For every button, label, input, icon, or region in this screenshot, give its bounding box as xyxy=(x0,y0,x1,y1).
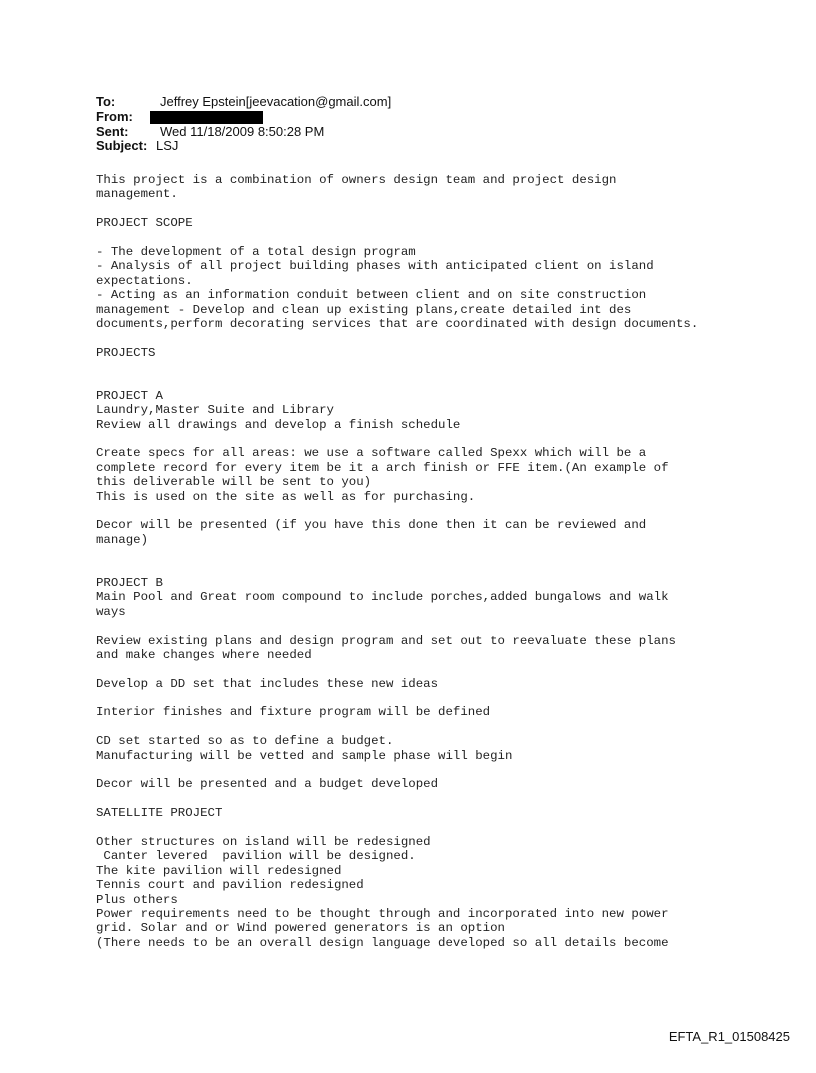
body-line: Power requirements need to be thought through and incorporated into new power xyxy=(96,906,669,921)
body-line: PROJECT SCOPE xyxy=(96,216,193,231)
body-line: The kite pavilion will redesigned xyxy=(96,863,342,878)
body-line xyxy=(96,374,698,388)
subject-label: Subject: xyxy=(96,138,148,154)
subject-value: LSJ xyxy=(156,138,179,154)
body-line: PROJECT A xyxy=(96,388,163,403)
body-line: Plus others xyxy=(96,892,178,907)
body-line: This project is a combination of owners design team and project design xyxy=(96,173,617,187)
body-line: Develop a DD set that includes these new ideas xyxy=(96,676,439,691)
body-line xyxy=(96,432,698,446)
body-line: This is used on the site as well as for purchasing. xyxy=(96,489,476,504)
body-line: this deliverable will be sent to you) xyxy=(96,475,372,490)
body-line: PROJECTS xyxy=(96,345,156,360)
body-line: ways xyxy=(96,604,126,619)
body-line xyxy=(96,619,698,633)
body-line: CD set started so as to define a budget. xyxy=(96,734,394,749)
body-line: - Acting as an information conduit between client and on site construction xyxy=(96,288,647,303)
sent-row xyxy=(96,125,391,140)
body-line: management - Develop and clean up existing plans,create detailed int des xyxy=(96,302,632,317)
document-id: EFTA_R1_01508425 xyxy=(668,1029,790,1044)
body-line: - Analysis of all project building phases with anticipated client on island xyxy=(96,259,654,274)
redaction-box xyxy=(150,111,263,124)
body-line xyxy=(96,202,698,216)
body-line: Other structures on island will be redesigned xyxy=(96,834,431,849)
from-label: From: xyxy=(96,108,133,124)
body-line: Review existing plans and design program and set out to reevaluate these plans xyxy=(96,633,676,648)
body-line: Canter levered pavilion will be designed. xyxy=(96,849,416,864)
body-line: Laundry,Master Suite and Library xyxy=(96,403,334,418)
body-line: Manufacturing will be vetted and sample phase will begin xyxy=(96,748,513,763)
email-body xyxy=(96,173,698,950)
body-line xyxy=(96,691,698,705)
body-line: - The development of a total design program xyxy=(96,244,416,259)
subject-row xyxy=(96,139,391,154)
body-line xyxy=(96,792,698,806)
body-line: and make changes where needed xyxy=(96,647,312,662)
email-header xyxy=(96,95,391,154)
body-line xyxy=(96,821,698,835)
to-row xyxy=(96,95,391,110)
body-line: management. xyxy=(96,187,178,202)
body-line xyxy=(96,662,698,676)
sent-label: Sent: xyxy=(96,123,129,139)
body-line xyxy=(96,331,698,345)
body-line: Review all drawings and develop a finish schedule xyxy=(96,417,461,432)
to-label: To: xyxy=(96,94,116,109)
body-line xyxy=(96,720,698,734)
body-line: Create specs for all areas: we use a software called Spexx which will be a xyxy=(96,446,647,461)
body-line: documents,perform decorating services that are coordinated with design documents. xyxy=(96,316,699,331)
body-line: Decor will be presented and a budget developed xyxy=(96,777,439,792)
sent-value: Wed 11/18/2009 8:50:28 PM xyxy=(160,123,325,139)
to-value: Jeffrey Epstein[jeevacation@gmail.com] xyxy=(160,94,392,109)
body-line xyxy=(96,504,698,518)
body-line xyxy=(96,231,698,245)
body-line: Interior finishes and fixture program will be defined xyxy=(96,705,491,720)
body-line xyxy=(96,547,698,561)
body-line xyxy=(96,763,698,777)
body-line: Decor will be presented (if you have this done then it can be reviewed and xyxy=(96,518,647,533)
body-line: grid. Solar and or Wind powered generators is an option xyxy=(96,921,505,936)
body-line: manage) xyxy=(96,532,149,547)
body-line: expectations. xyxy=(96,273,193,288)
body-line: (There needs to be an overall design language developed so all details become xyxy=(96,935,669,950)
body-line xyxy=(96,562,698,576)
body-line: PROJECT B xyxy=(96,575,163,590)
from-row xyxy=(96,110,391,125)
body-line: Main Pool and Great room compound to include porches,added bungalows and walk xyxy=(96,590,669,605)
body-line: SATELLITE PROJECT xyxy=(96,806,223,821)
body-line: Tennis court and pavilion redesigned xyxy=(96,878,364,893)
body-line: complete record for every item be it a arch finish or FFE item.(An example of xyxy=(96,460,669,475)
body-line xyxy=(96,360,698,374)
